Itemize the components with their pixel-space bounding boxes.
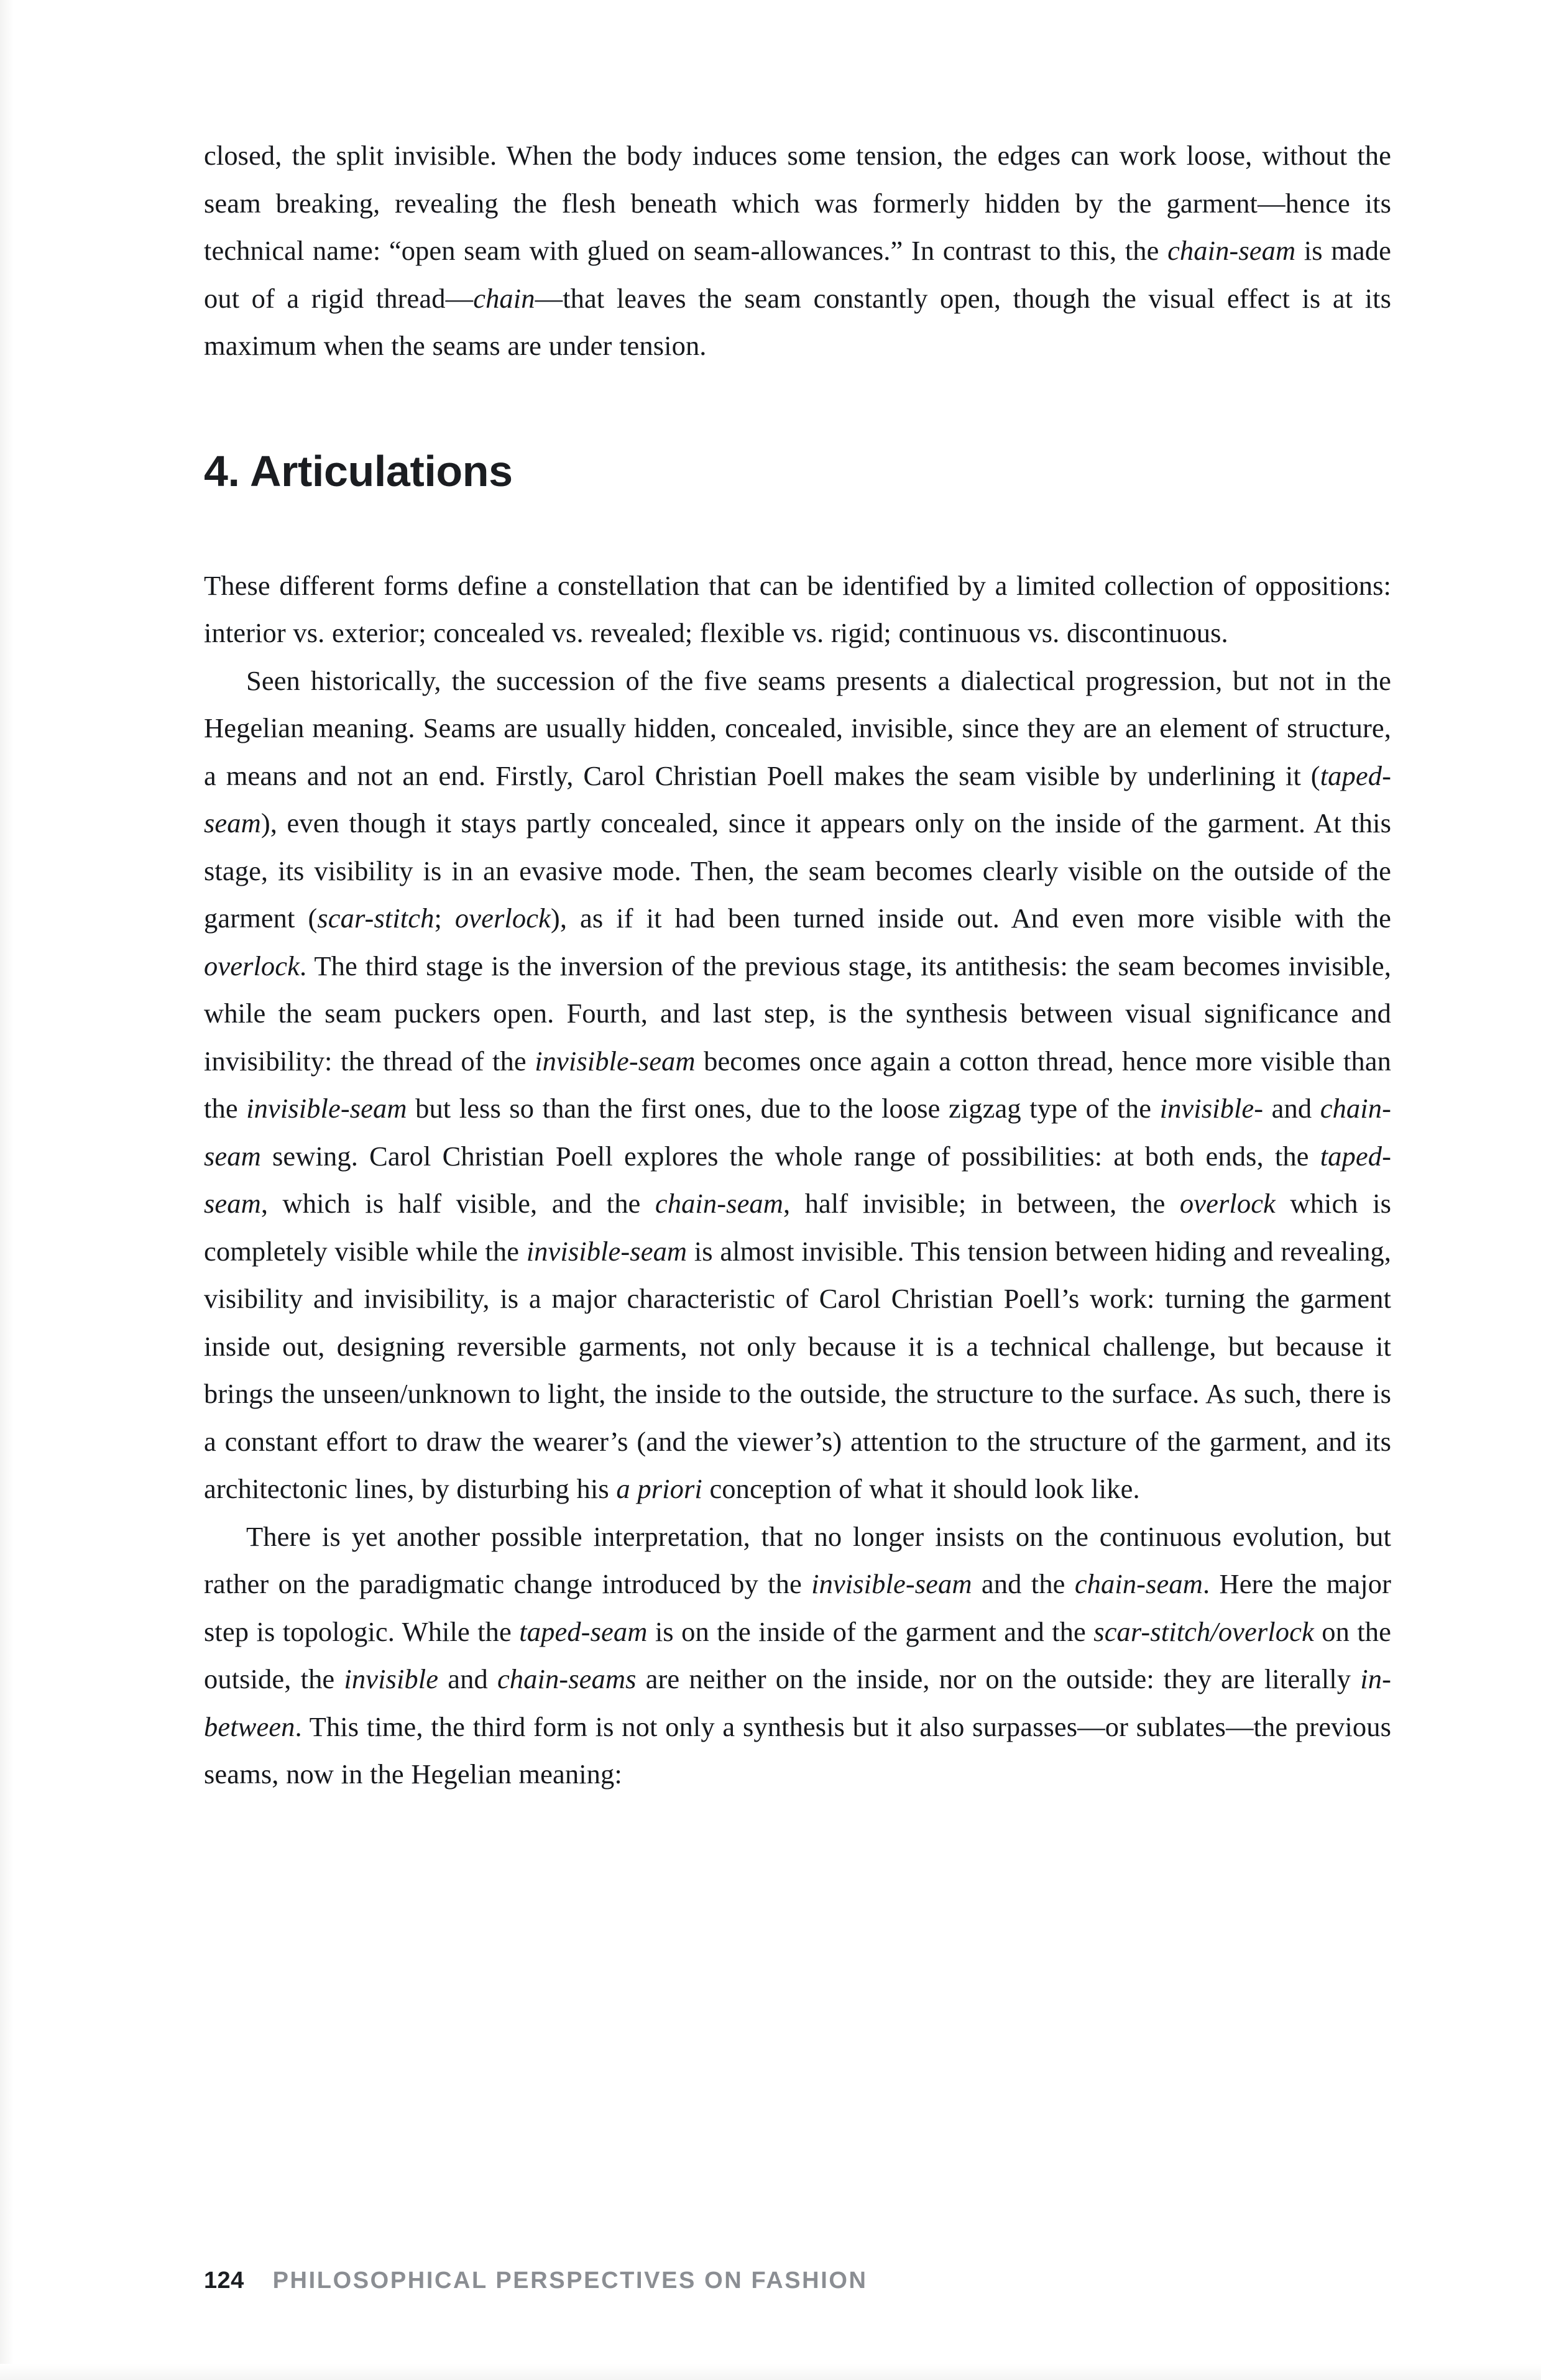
page-number: 124 xyxy=(204,2267,244,2294)
paragraph-continued-from-previous-page: closed, the split invisible. When the body induces some tension, the edges can work loose, without the seam breaking, revealing the flesh beneath which was formerly hidden by the garment—hence its technical name: “open seam with glued on seam-allowances.” In contrast to this, the chain-seam is made out of a rigid thread—chain—that leaves the seam constantly open, though the visual effect is at its maximum when the seams are under tension. xyxy=(204,140,1391,361)
scan-edge-artifact-bottom xyxy=(0,2364,1541,2380)
paragraph-topologic-interpretation: There is yet another possible interpretation, that no longer insists on the continuous evolution, but rather on the paradigmatic change introduced by the invisible-seam and the chain-seam. Here the major step is topologic. While the taped-seam is on the inside of the garment and the scar-stitch/overlock on the outside, the invisible and chain-seams are neither on the inside, nor on the outside: they are literally in-between. This time, the third form is not only a synthesis but it also surpasses—or sublates—the previous seams, now in the Hegelian meaning: xyxy=(204,1520,1391,1790)
paragraph-oppositions: These different forms define a constellation that can be identified by a limited collection of oppositions: interior vs. exterior; concealed vs. revealed; flexible vs. rigid; continuous vs. discontinuous. xyxy=(204,569,1391,648)
scan-edge-artifact-left xyxy=(0,0,14,2380)
section-heading: 4. Articulations xyxy=(204,446,513,495)
paragraph-dialectical-progression: Seen historically, the succession of the five seams presents a dialectical progression, but not in the Hegelian meaning. Seams are usually hidden, concealed, invisible, since they are an element of structure, a means and not an end. Firstly, Carol Christian Poell makes the seam visible by underlining it (taped-seam), even though it stays partly concealed, since it appears only on the inside of the garment. At this stage, its visibility is in an evasive mode. Then, the seam becomes clearly visible on the outside of the garment (scar-stitch; overlock), as if it had been turned inside out. And even more visible with the overlock. The third stage is the inversion of the previous stage, its antithesis: the seam becomes invisible, while the seam puckers open. Fourth, and last step, is the synthesis between visual significance and invisibility: the thread of the invisible-seam becomes once again a cotton thread, hence more visible than the invisible-seam but less so than the first ones, due to the loose zigzag type of the invisible- and chain-seam sewing. Carol Christian Poell explores the whole range of possibilities: at both ends, the taped-seam, which is half visible, and the chain-seam, half invisible; in between, the overlock which is completely visible while the invisible-seam is almost invisible. This tension between hiding and revealing, visibility and invisibility, is a major characteristic of Carol Christian Poell’s work: turning the garment inside out, designing reversible garments, not only because it is a technical challenge, but because it brings the unseen/unknown to light, the inside to the outside, the structure to the surface. As such, there is a constant effort to draw the wearer’s (and the viewer’s) attention to the structure of the garment, and its architectonic lines, by disturbing his a priori conception of what it should look like. xyxy=(204,664,1391,1504)
page-footer xyxy=(204,2267,868,2294)
spacer-above-heading xyxy=(204,370,1391,446)
body-text-column xyxy=(204,132,1391,1798)
running-title: PHILOSOPHICAL PERSPECTIVES ON FASHION xyxy=(272,2267,868,2294)
spacer-below-heading xyxy=(204,497,1391,562)
